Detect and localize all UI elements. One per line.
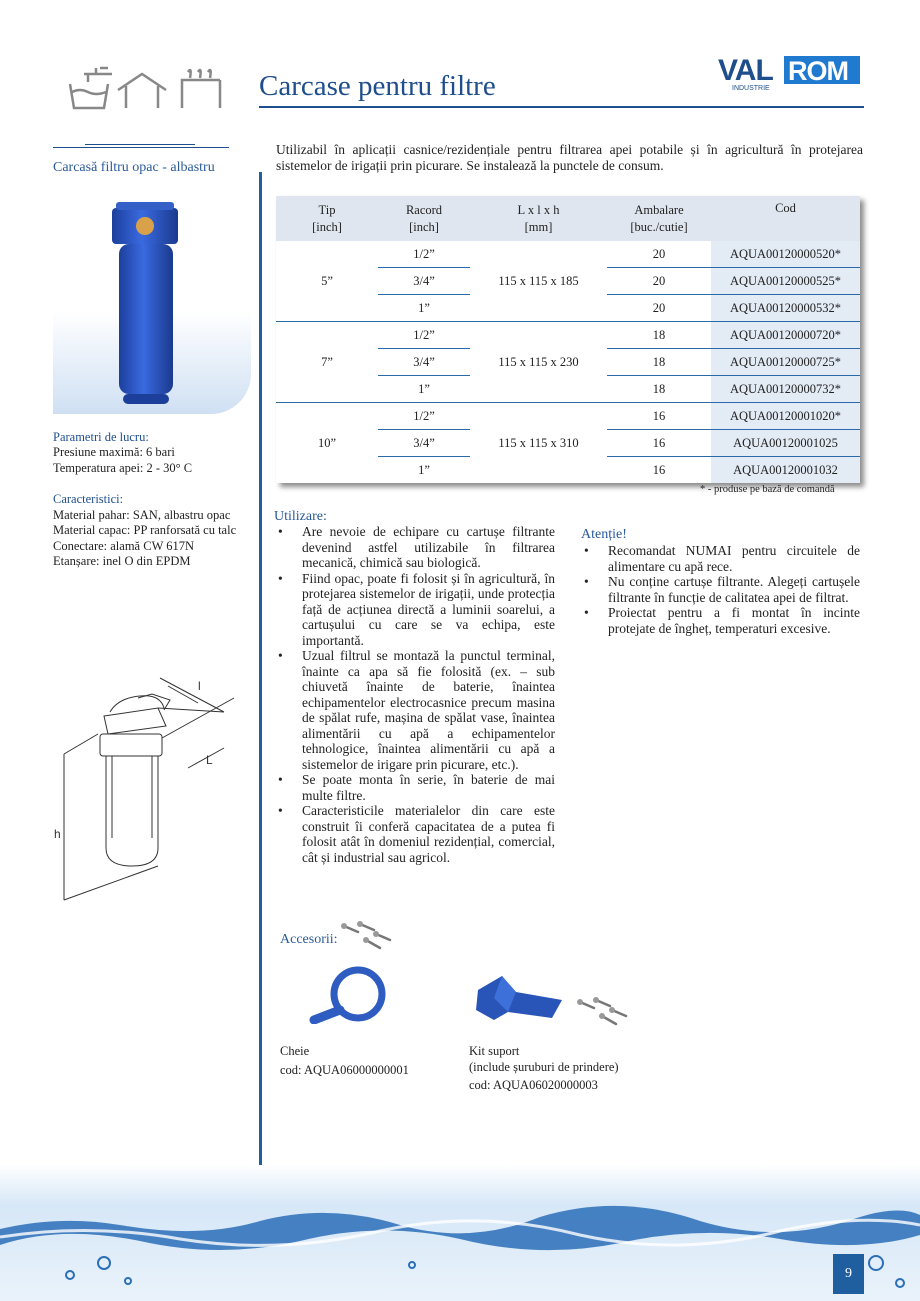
cheie-cod: cod: AQUA06000000001 bbox=[280, 1063, 409, 1077]
cell-amb: 16 bbox=[607, 403, 711, 430]
cell-racord: 1/2” bbox=[378, 241, 470, 268]
page-title: Carcase pentru filtre bbox=[259, 70, 496, 102]
cell-racord: 1/2” bbox=[378, 322, 470, 349]
char-conectare: Conectare: alamă CW 617N bbox=[53, 539, 195, 553]
list-item: • Recomandat NUMAI pentru circuitele de alimentare cu apă rece. bbox=[608, 543, 860, 574]
left-rule bbox=[85, 144, 195, 145]
col-cod: Cod bbox=[711, 196, 860, 241]
kit-note: (include șuruburi de prindere) bbox=[469, 1060, 619, 1074]
table-row bbox=[276, 241, 860, 268]
list-item: • Caracteristicile materialelor din care este construit îi conferă capacitatea de a putea fi folosit atât în domeniul rezidențial, comercial, cât și industrial sau agricol. bbox=[302, 803, 555, 865]
screws-image bbox=[340, 920, 402, 954]
valrom-logo bbox=[718, 52, 862, 92]
product-title: Carcasă filtru opac - albastru bbox=[53, 160, 215, 175]
list-item: • Are nevoie de echipare cu cartușe filtrante devenind astfel utilizabile în filtrarea mecanică, chimică sau biologică. bbox=[302, 524, 555, 571]
vertical-divider bbox=[259, 172, 262, 1166]
cell-cod: AQUA00120001025 bbox=[711, 430, 860, 457]
cell-racord: 3/4” bbox=[378, 268, 470, 295]
intro-text: Utilizabil în aplicații casnice/rezidențiale pentru filtrarea apei potabile și în agricultură în protejarea sistemelor de irigații prin picurare. Se instalează la punctele de consum. bbox=[276, 142, 863, 173]
cell-racord: 1” bbox=[378, 376, 470, 403]
cell-dims: 115 x 115 x 310 bbox=[498, 435, 579, 450]
cell-cod: AQUA00120000725* bbox=[711, 349, 860, 376]
cell-racord: 1” bbox=[378, 295, 470, 322]
water-wave-decoration bbox=[0, 1165, 920, 1301]
char-title: Caracteristici: bbox=[53, 492, 124, 506]
wrench-image bbox=[306, 966, 390, 1024]
table-row bbox=[276, 403, 860, 430]
header-rule bbox=[259, 106, 864, 108]
bracket-image bbox=[472, 970, 568, 1028]
col-ambalare: Ambalare [buc./cutie] bbox=[607, 196, 711, 241]
spec-table bbox=[276, 196, 860, 483]
char-etansare: Etanșare: inel O din EPDM bbox=[53, 554, 191, 568]
col-tip: Tip [inch] bbox=[276, 196, 378, 241]
list-item: • Uzual filtrul se montază la punctul terminal, înainte ca apa să fie folosită (ex. – sub chiuvetă înainte de baterie, înaintea echipamentelor electrocasnice precum masina de spălat rufe, mașina de spălat vase, înaintea alimentării cu apă a echipamentelor tehnologice, înaintea alimentării cu apă a sistemelor de irigare prin picurare, etc.). bbox=[302, 648, 555, 772]
cell-amb: 20 bbox=[607, 241, 711, 268]
table-row bbox=[276, 322, 860, 349]
cell-dims: 115 x 115 x 230 bbox=[470, 322, 607, 403]
cell-amb: 20 bbox=[607, 295, 711, 322]
cell-cod: AQUA00120000732* bbox=[711, 376, 860, 403]
screws-image bbox=[576, 996, 636, 1030]
cell-amb: 20 bbox=[607, 268, 711, 295]
cell-racord: 1” bbox=[418, 462, 430, 477]
left-rule bbox=[53, 147, 229, 148]
product-image bbox=[53, 186, 251, 414]
cell-cod: AQUA00120001020* bbox=[711, 403, 860, 430]
cell-racord: 1/2” bbox=[378, 403, 470, 430]
atentie-list bbox=[582, 543, 860, 636]
kit-cod: cod: AQUA06020000003 bbox=[469, 1078, 598, 1092]
list-item: • Proiectat pentru a fi montat în incinte protejate de îngheț, temperaturi excesive. bbox=[608, 605, 860, 636]
cell-amb: 16 bbox=[652, 462, 666, 477]
svg-text:INDUSTRIE: INDUSTRIE bbox=[732, 85, 770, 92]
svg-text:VAL: VAL bbox=[718, 54, 773, 87]
cell-tip: 7” bbox=[276, 322, 378, 403]
table-header-row bbox=[276, 196, 860, 241]
cell-amb: 18 bbox=[607, 349, 711, 376]
param-pressure: Presiune maximă: 6 bari bbox=[53, 445, 175, 459]
cell-amb: 16 bbox=[607, 430, 711, 457]
cheie-name: Cheie bbox=[280, 1044, 310, 1058]
cell-tip: 5” bbox=[276, 241, 378, 322]
params-title: Parametri de lucru: bbox=[53, 430, 149, 444]
cell-cod: AQUA00120001032 bbox=[711, 457, 860, 483]
list-item: • Nu conține cartușe filtrante. Alegeți cartușele filtrante în funcție de calitatea apei de filtrat. bbox=[608, 574, 860, 605]
char-capac: Material capac: PP ranforsată cu talc bbox=[53, 523, 237, 537]
dim-L-label: L bbox=[206, 753, 213, 767]
cell-amb: 18 bbox=[607, 376, 711, 403]
cell-cod: AQUA00120000525* bbox=[711, 268, 860, 295]
char-pahar: Material pahar: SAN, albastru opac bbox=[53, 508, 231, 522]
dim-l-label: l bbox=[198, 679, 201, 693]
cell-amb: 18 bbox=[607, 322, 711, 349]
accesorii-title: Accesorii: bbox=[280, 932, 338, 947]
application-icons bbox=[66, 62, 228, 112]
cell-tip: 10” bbox=[317, 435, 337, 450]
utilizare-title: Utilizare: bbox=[274, 509, 327, 524]
cell-cod: AQUA00120000520* bbox=[711, 241, 860, 268]
utilizare-list bbox=[276, 524, 555, 865]
dimension-drawing bbox=[48, 668, 238, 908]
cell-racord: 3/4” bbox=[378, 430, 470, 457]
list-item: • Se poate monta în serie, în baterie de mai multe filtre. bbox=[302, 772, 555, 803]
page-number: 9 bbox=[833, 1254, 864, 1294]
kit-name: Kit suport bbox=[469, 1044, 520, 1058]
dim-h-label: h bbox=[54, 827, 61, 841]
atentie-title: Atenție! bbox=[581, 527, 627, 542]
param-temperature: Temperatura apei: 2 - 30° C bbox=[53, 461, 193, 475]
cell-cod: AQUA00120000720* bbox=[711, 322, 860, 349]
col-dims: L x l x h [mm] bbox=[470, 196, 607, 241]
footnote: * - produse pe bază de comandă bbox=[700, 484, 835, 495]
cell-racord: 3/4” bbox=[378, 349, 470, 376]
svg-text:ROM: ROM bbox=[788, 56, 848, 86]
list-item: • Fiind opac, poate fi folosit și în agricultură, în protejarea sistemelor de irigații, unde protecția față de acțiunea directă a luminii soarelui, a cartușului cu care se va echipa, este importantă. bbox=[302, 571, 555, 649]
cell-dims: 115 x 115 x 185 bbox=[470, 241, 607, 322]
cell-cod: AQUA00120000532* bbox=[711, 295, 860, 322]
col-racord: Racord [inch] bbox=[378, 196, 470, 241]
